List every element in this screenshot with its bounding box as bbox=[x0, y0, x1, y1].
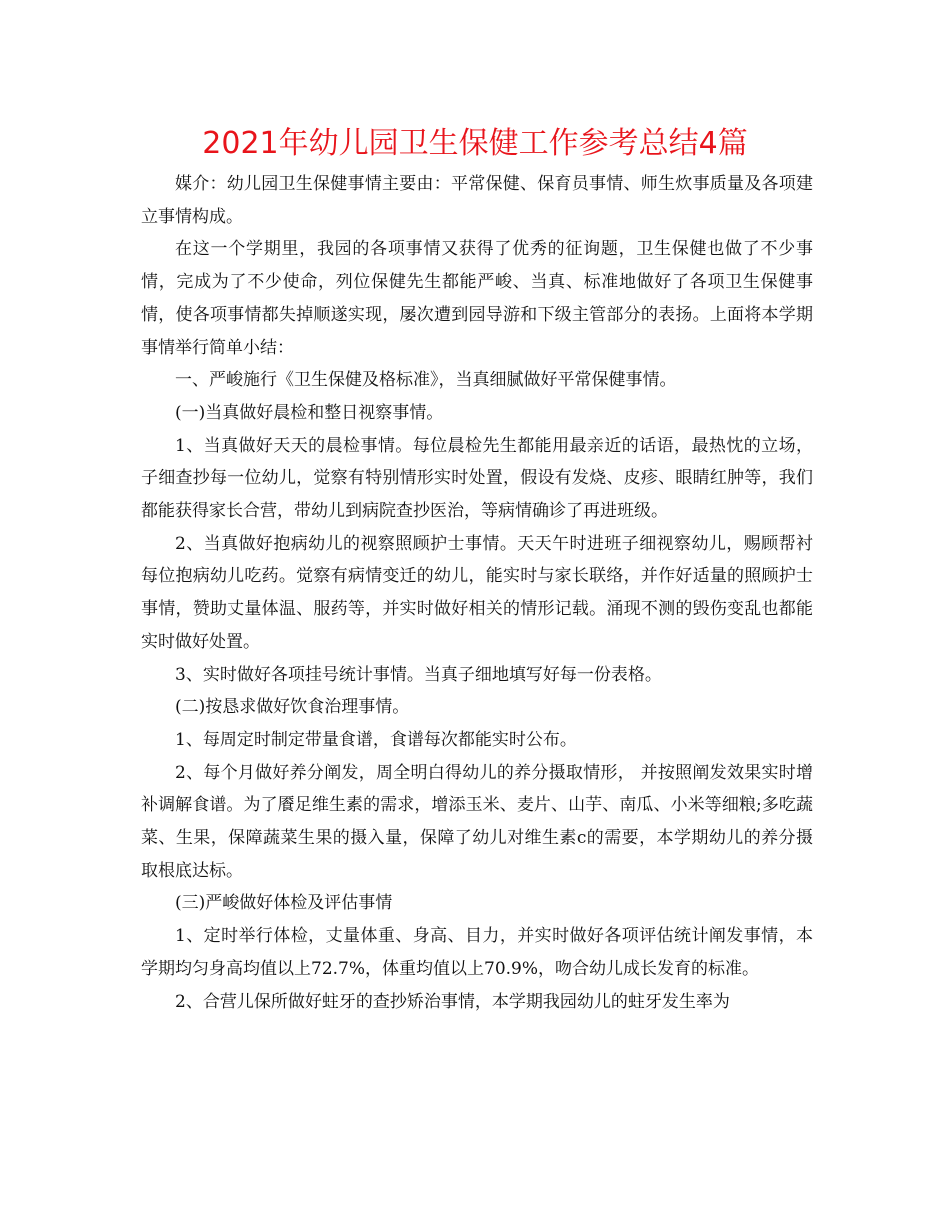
paragraph-physical-exam: 1、定时举行体检，丈量体重、身高、目力，并实时做好各项评估统计阐发事情，本学期均匀身高均值以上72.7%，体重均值以上70.9%，吻合幼儿成长发育的标准。 bbox=[141, 926, 813, 979]
document-body bbox=[141, 168, 813, 1018]
paragraph-dental: 2、合营儿保所做好蛀牙的查抄矫治事情，本学期我园幼儿的蛀牙发生率为 bbox=[175, 991, 730, 1012]
paragraph-overview: 在这一个学期里，我园的各项事情又获得了优秀的征询题，卫生保健也做了不少事情，完成为了不少使命，列位保健先生都能严峻、当真、标准地做好了各项卫生保健事情，使各项事情都失掉顺遂实现，屡次遭到园导游和下级主管部分的表扬。上面将本学期事情举行简单小结： bbox=[141, 239, 813, 358]
subsection-heading-1: (一)当真做好晨检和整日视察事情。 bbox=[175, 402, 444, 423]
subsection-heading-2: (二)按恳求做好饮食治理事情。 bbox=[175, 697, 410, 718]
paragraph-nutrition: 2、每个月做好养分阐发，周全明白得幼儿的养分摄取情形， 并按照阐发效果实时增补调解食谱。为了餍足维生素的需求，增添玉米、麦片、山芋、南瓜、小米等细粮;多吃蔬菜、生果，保障蔬菜生果的摄入量，保障了幼儿对维生素c的需要，本学期幼儿的养分摄取根底达标。 bbox=[141, 762, 813, 881]
section-heading-1: 一、严峻施行《卫生保健及格标准》，当真细腻做好平常保健事情。 bbox=[175, 370, 677, 391]
subsection-heading-3: (三)严峻做好体检及评估事情 bbox=[175, 893, 393, 914]
document-title: 2021年幼儿园卫生保健工作参考总结4篇 bbox=[202, 126, 748, 161]
paragraph-morning-check: 1、当真做好天天的晨检事情。每位晨检先生都能用最亲近的话语，最热忱的立场，子细查抄每一位幼儿，觉察有特别情形实时处置，假设有发烧、皮疹、眼睛红肿等，我们都能获得家长合营，带幼儿到病院查抄医治，等病情确诊了再进班级。 bbox=[141, 435, 813, 522]
paragraph-intro: 媒介：幼儿园卫生保健事情主要由：平常保健、保育员事情、师生炊事质量及各项建立事情构成。 bbox=[141, 174, 813, 227]
paragraph-sick-care: 2、当真做好抱病幼儿的视察照顾护士事情。天天午时进班子细视察幼儿，赐顾帮衬每位抱病幼儿吃药。觉察有病情变迁的幼儿，能实时与家长联络，并作好适量的照顾护士事情，赞助丈量体温、服药等，并实时做好相关的情形记载。涌现不测的毁伤变乱也都能实时做好处置。 bbox=[141, 533, 813, 652]
paragraph-registration: 3、实时做好各项挂号统计事情。当真子细地填写好每一份表格。 bbox=[175, 664, 662, 685]
paragraph-weekly-menu: 1、每周定时制定带量食谱，食谱每次都能实时公布。 bbox=[175, 729, 577, 750]
